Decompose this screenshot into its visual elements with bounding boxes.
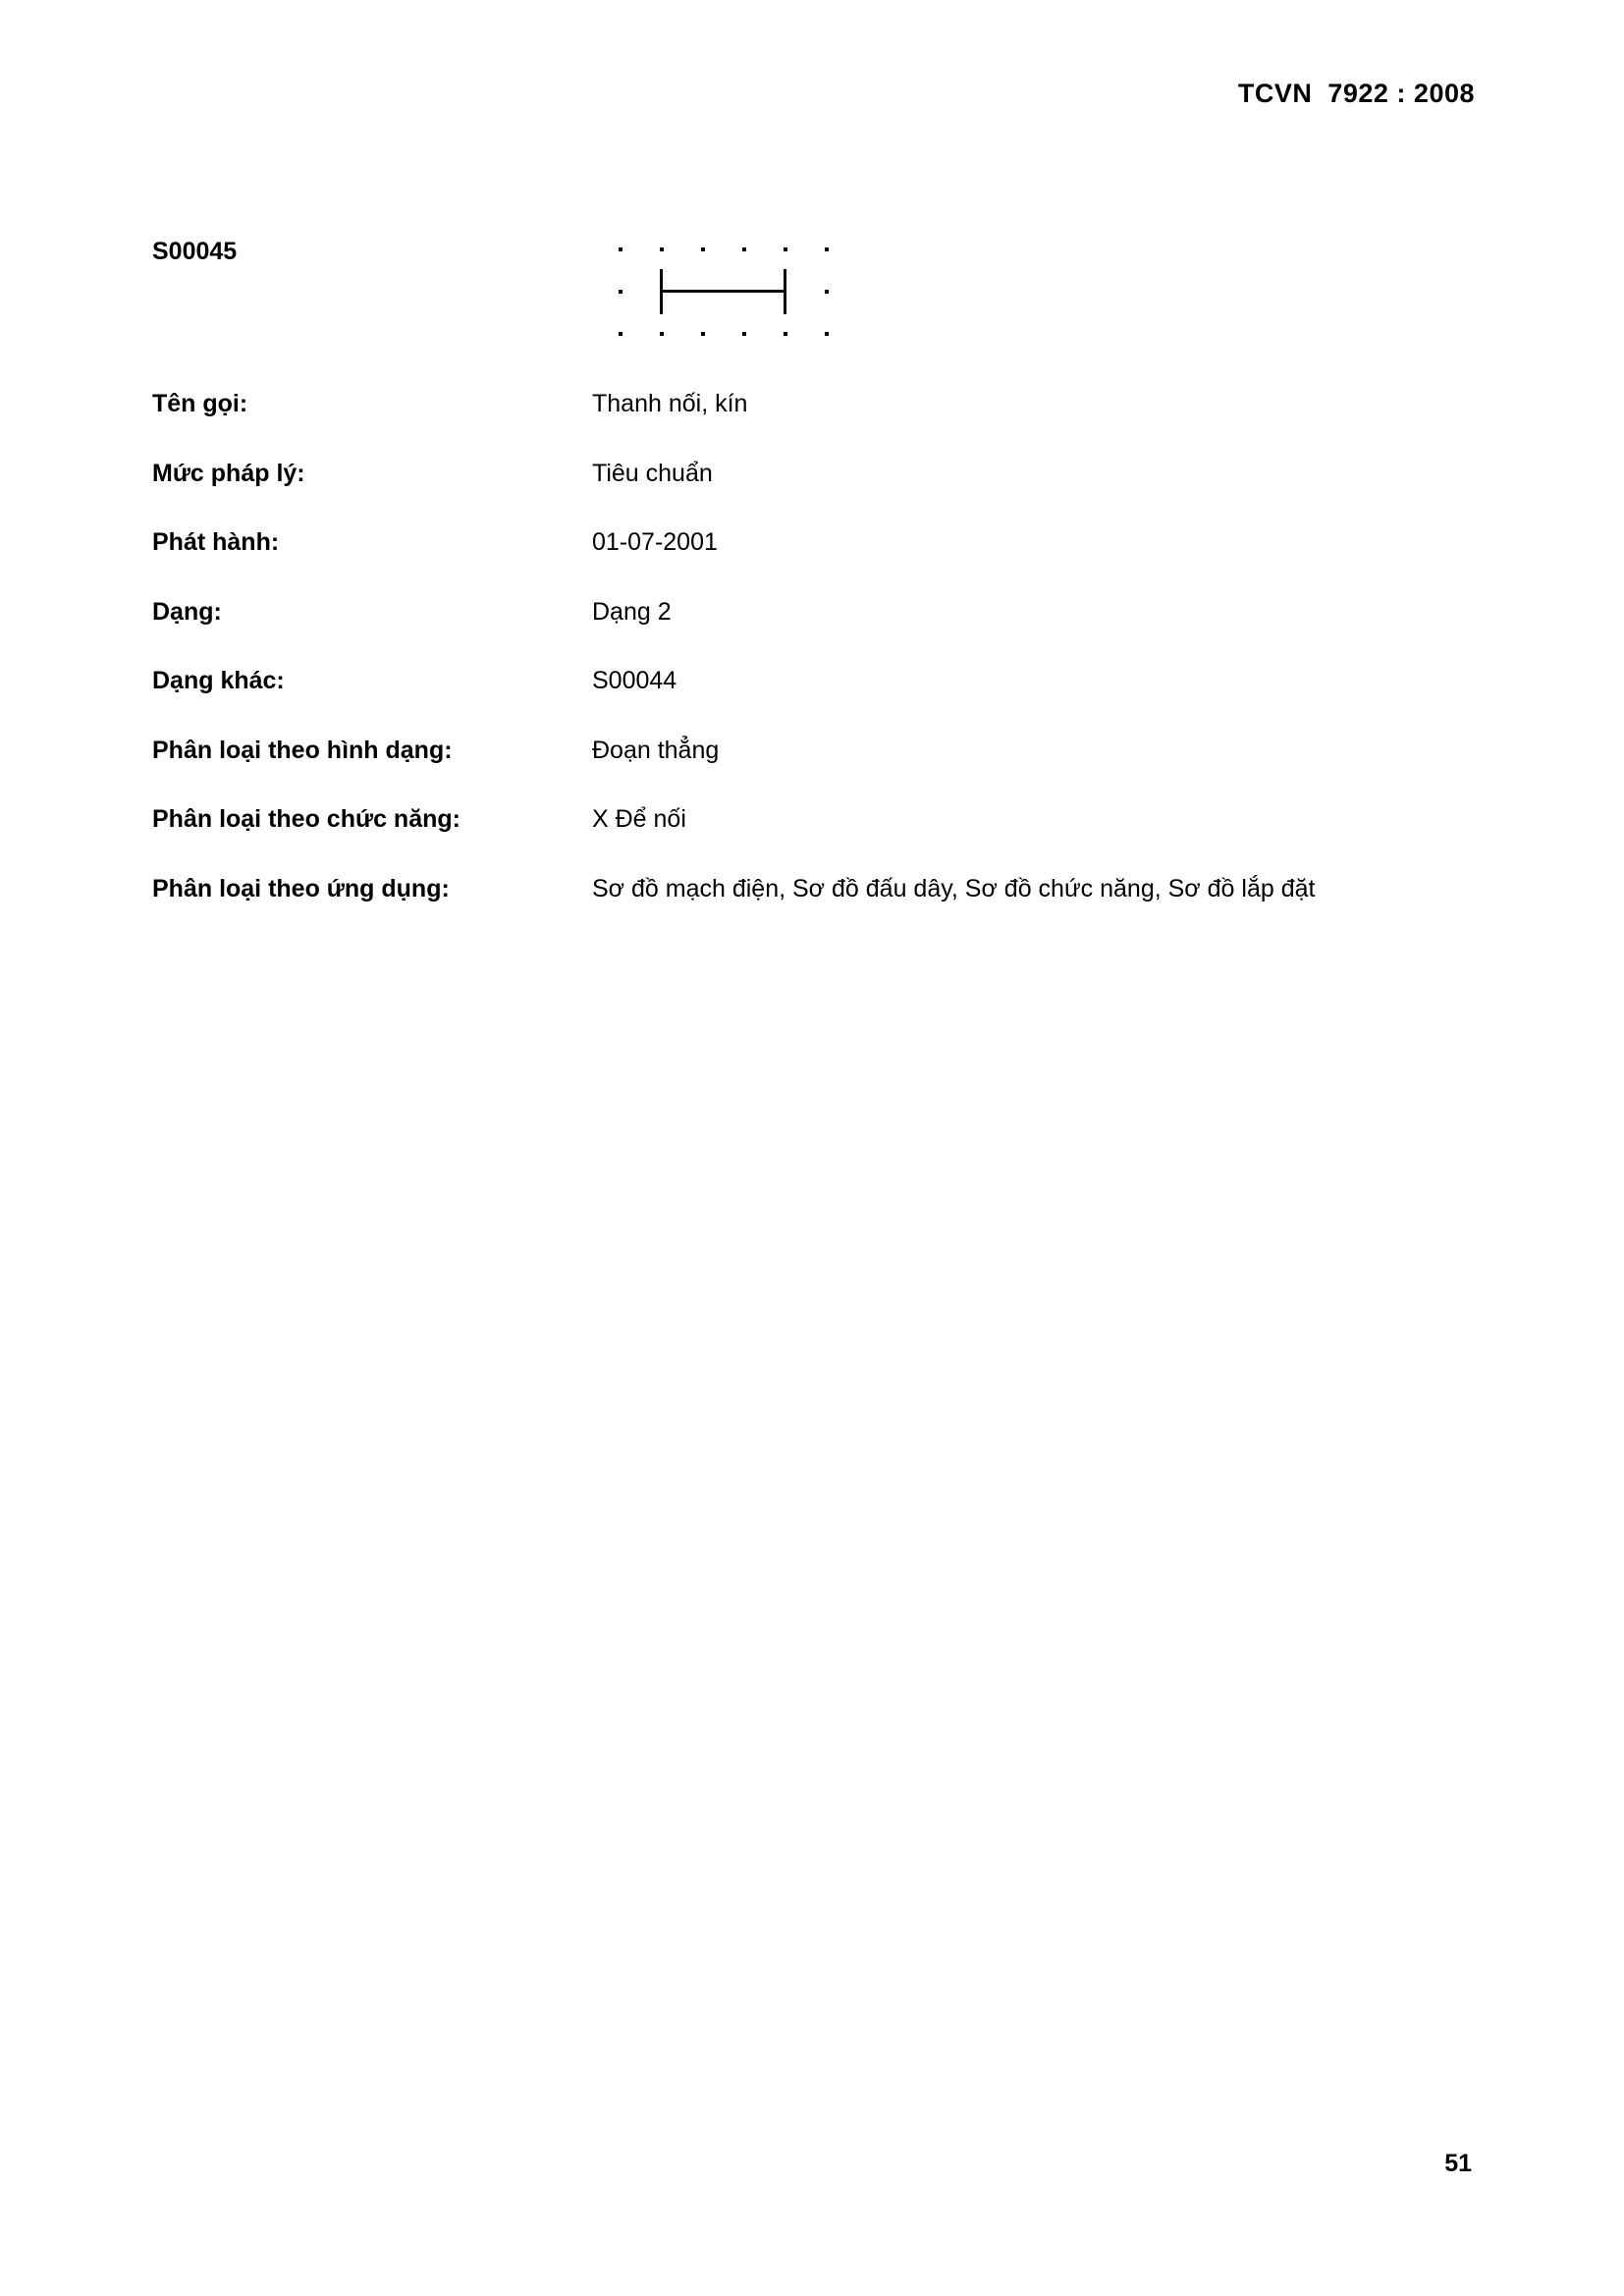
grid-dot bbox=[825, 247, 829, 251]
property-value: X Để nối bbox=[592, 805, 686, 833]
symbol-properties-list bbox=[152, 388, 1507, 942]
symbol-connecting-line bbox=[660, 290, 786, 293]
grid-dot bbox=[742, 247, 746, 251]
property-value: S00044 bbox=[592, 667, 677, 694]
grid-dot bbox=[701, 247, 705, 251]
property-row bbox=[152, 873, 1507, 905]
grid-dot bbox=[660, 247, 664, 251]
grid-dot bbox=[825, 332, 829, 336]
symbol-code: S00045 bbox=[152, 238, 238, 265]
property-label: Phân loại theo chức năng: bbox=[152, 805, 460, 833]
symbol-graphic bbox=[609, 234, 874, 342]
grid-dot bbox=[619, 332, 623, 336]
property-value: 01-07-2001 bbox=[592, 528, 718, 556]
property-label: Mức pháp lý: bbox=[152, 459, 305, 487]
grid-dot bbox=[825, 290, 829, 294]
property-label: Dạng: bbox=[152, 597, 222, 626]
property-row bbox=[152, 526, 1507, 559]
property-value: Sơ đồ mạch điện, Sơ đồ đấu dây, Sơ đồ chức năng, Sơ đồ lắp đặt bbox=[592, 874, 1316, 902]
property-row bbox=[152, 458, 1507, 490]
property-row bbox=[152, 735, 1507, 767]
property-row bbox=[152, 665, 1507, 697]
property-value: Dạng 2 bbox=[592, 597, 672, 626]
grid-dot bbox=[784, 247, 787, 251]
property-label: Dạng khác: bbox=[152, 667, 285, 694]
property-label: Tên gọi: bbox=[152, 390, 248, 417]
property-row bbox=[152, 803, 1507, 836]
property-label: Phân loại theo hình dạng: bbox=[152, 736, 453, 764]
grid-dot bbox=[701, 332, 705, 336]
property-value: Thanh nối, kín bbox=[592, 390, 748, 417]
property-row bbox=[152, 596, 1507, 629]
grid-dot bbox=[784, 332, 787, 336]
grid-dot bbox=[742, 332, 746, 336]
property-value: Đoạn thẳng bbox=[592, 736, 720, 764]
property-label: Phát hành: bbox=[152, 528, 280, 556]
document-header-standard-ref: TCVN 7922 : 2008 bbox=[1237, 79, 1475, 108]
property-label: Phân loại theo ứng dụng: bbox=[152, 874, 450, 902]
page-number: 51 bbox=[1444, 2150, 1472, 2177]
grid-dot bbox=[619, 247, 623, 251]
property-row bbox=[152, 388, 1507, 420]
grid-dot bbox=[660, 332, 664, 336]
grid-dot bbox=[619, 290, 623, 294]
property-value: Tiêu chuẩn bbox=[592, 459, 713, 487]
